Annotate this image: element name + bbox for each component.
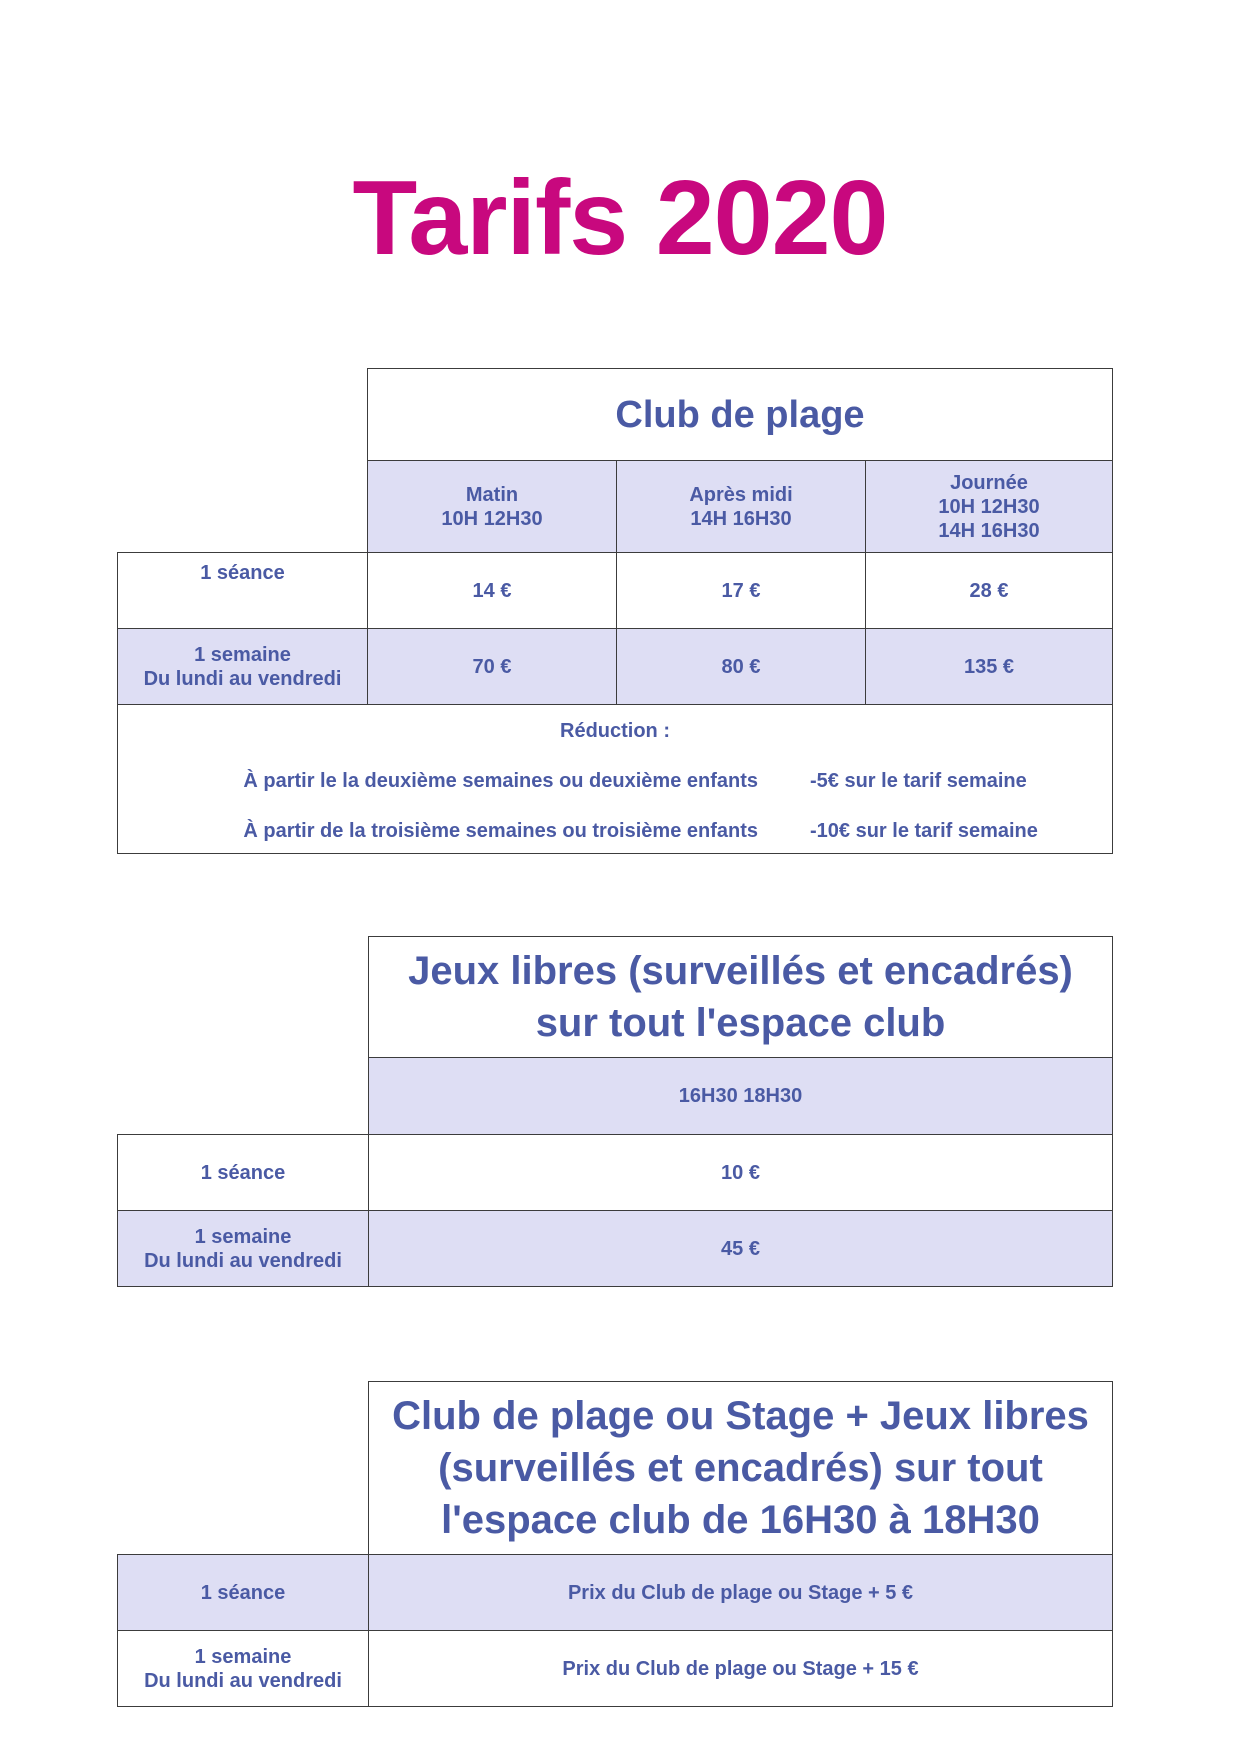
column-header-apres-midi: Après midi 14H 16H30 [616,460,866,553]
row-label-seance: 1 séance [117,1134,369,1211]
price-semaine: Prix du Club de plage ou Stage + 15 € [368,1630,1113,1707]
price-semaine-matin: 70 € [367,628,617,705]
reduction-title: Réduction : [560,720,670,742]
reduction-amount: -10€ sur le tarif semaine [810,820,1038,842]
reduction-amount: -5€ sur le tarif semaine [810,770,1027,792]
jeux-libres-heading: Jeux libres (surveillés et encadrés) sur tout l'espace club [368,936,1113,1058]
price-seance: Prix du Club de plage ou Stage + 5 € [368,1554,1113,1631]
reduction-box [117,704,1113,854]
row-label-semaine: 1 semaine Du lundi au vendredi [117,628,368,705]
price-seance-apres-midi: 17 € [616,552,866,629]
row-label-seance: 1 séance [117,1554,369,1631]
reduction-condition: À partir de la troisième semaines ou troisième enfants [243,820,758,842]
reduction-line [118,819,1112,843]
price-seance-journee: 28 € [865,552,1113,629]
page-title: Tarifs 2020 [352,159,888,277]
price-semaine-journee: 135 € [865,628,1113,705]
jeux-libres-hours: 16H30 18H30 [368,1057,1113,1135]
club-plage-heading: Club de plage [367,368,1113,461]
column-header-journee: Journée 10H 12H30 14H 16H30 [865,460,1113,553]
row-label-semaine: 1 semaine Du lundi au vendredi [117,1210,369,1287]
reduction-line [118,769,1112,793]
price-seance-matin: 14 € [367,552,617,629]
price-semaine-apres-midi: 80 € [616,628,866,705]
column-header-matin: Matin 10H 12H30 [367,460,617,553]
price-seance: 10 € [368,1134,1113,1211]
reduction-condition: À partir le la deuxième semaines ou deuxième enfants [243,770,758,792]
combo-heading: Club de plage ou Stage + Jeux libres (surveillés et encadrés) sur tout l'espace club de 16H30 à 18H30 [368,1381,1113,1555]
row-label-semaine: 1 semaine Du lundi au vendredi [117,1630,369,1707]
price-semaine: 45 € [368,1210,1113,1287]
row-label-seance: 1 séance [117,552,368,629]
